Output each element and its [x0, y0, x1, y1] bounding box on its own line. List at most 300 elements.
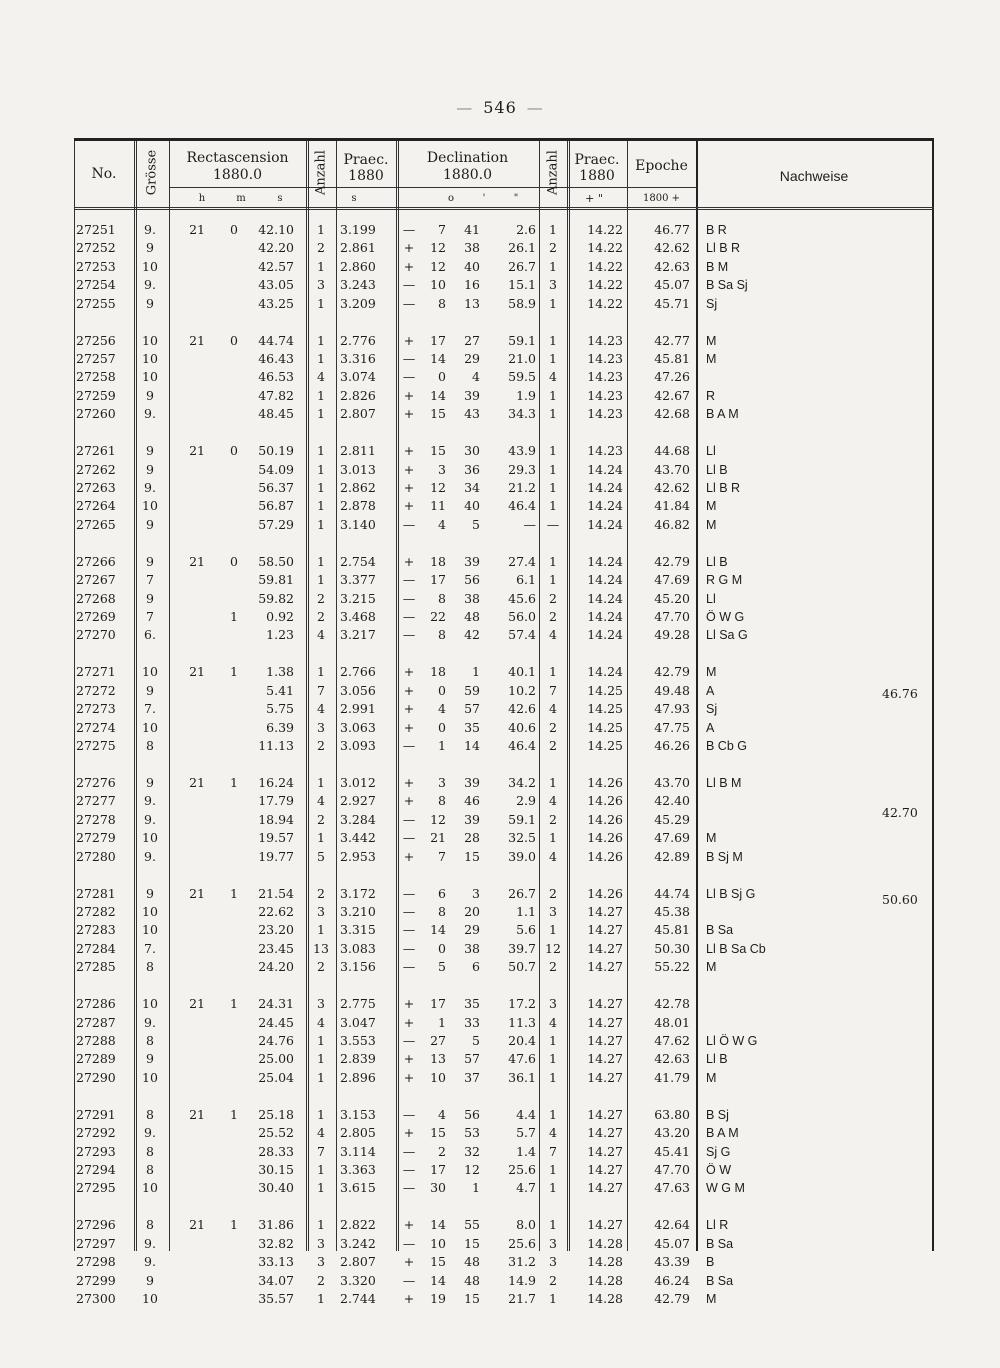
- cell-ra-s: 44.74: [258, 332, 294, 348]
- cell-ra-h: 21: [189, 996, 205, 1012]
- cell-anzahl-2: 4: [549, 627, 557, 643]
- table-row: [74, 1143, 934, 1161]
- cell-no: 27280: [76, 848, 116, 864]
- cell-dec-sign: —: [402, 295, 416, 311]
- cell-dec-sec: 26.1: [508, 240, 536, 256]
- cell-anzahl-2: 1: [549, 664, 557, 680]
- cell-praec-2: 14.24: [587, 553, 623, 569]
- cell-dec-sign: —: [402, 572, 416, 588]
- cell-dec-deg: 15: [430, 1254, 446, 1270]
- cell-groesse: 9: [146, 682, 154, 698]
- cell-dec-sec: 21.7: [508, 1291, 536, 1306]
- cell-no: 27275: [76, 738, 116, 753]
- cell-anzahl: 1: [317, 830, 325, 846]
- cell-groesse: 9.: [144, 811, 156, 827]
- cell-epoche: 42.40: [654, 793, 690, 809]
- cell-no: 27292: [76, 1125, 116, 1141]
- cell-dec-min: 39: [464, 775, 480, 790]
- table-row: [74, 221, 934, 239]
- cell-dec-deg: 17: [430, 332, 446, 348]
- cell-ra-m: 0: [230, 553, 238, 569]
- table-row: [74, 1290, 934, 1308]
- cell-nachweise: B R: [706, 223, 727, 237]
- cell-dec-min: 32: [464, 1143, 480, 1159]
- cell-dec-min: 56: [464, 572, 480, 588]
- cell-epoche: 42.63: [654, 1051, 690, 1067]
- cell-dec-sec: 26.7: [508, 258, 536, 274]
- cell-praec: 3.242: [340, 1235, 376, 1251]
- cell-ra-s: 24.31: [258, 996, 294, 1012]
- table-row: [74, 774, 934, 792]
- cell-ra-m: 1: [230, 885, 238, 901]
- header-dec-epoch: 1880.0: [443, 167, 492, 183]
- table-row: [74, 1069, 934, 1087]
- cell-no: 27256: [76, 332, 116, 348]
- cell-nachweise: Sj G: [706, 1144, 731, 1159]
- cell-dec-min: 42: [464, 627, 480, 643]
- cell-praec: 3.172: [340, 885, 376, 901]
- cell-ra-s: 19.77: [258, 848, 294, 864]
- cell-dec-min: 38: [464, 590, 480, 606]
- table-row: [74, 829, 934, 847]
- cell-nachweise: A: [706, 683, 715, 698]
- cell-dec-sign: —: [402, 351, 416, 366]
- cell-praec-2: 14.26: [587, 793, 623, 809]
- cell-anzahl: 5: [317, 848, 325, 864]
- cell-praec-2: 14.27: [587, 1162, 623, 1177]
- cell-dec-sign: —: [402, 940, 416, 956]
- cell-dec-sec: 4.7: [516, 1180, 536, 1196]
- cell-epoche: 45.41: [654, 1143, 690, 1159]
- cell-anzahl-2: 1: [549, 1069, 557, 1085]
- cell-praec-2: 14.24: [587, 664, 623, 680]
- table-row: [74, 1272, 934, 1290]
- cell-epoche: 43.39: [654, 1254, 690, 1270]
- cell-epoche: 55.22: [654, 959, 690, 975]
- cell-ra-s: 46.53: [258, 369, 294, 385]
- cell-nachweise: Ll B R: [706, 241, 741, 256]
- cell-dec-sign: —: [402, 609, 416, 624]
- cell-praec-2: 14.27: [587, 1125, 623, 1141]
- cell-dec-sec: 26.7: [508, 885, 536, 901]
- cell-dec-deg: 12: [430, 480, 446, 495]
- cell-praec: 3.315: [340, 922, 376, 938]
- cell-groesse: 9.: [144, 1254, 156, 1270]
- table-row: [74, 737, 934, 755]
- cell-dec-deg: 19: [430, 1291, 446, 1306]
- cell-praec: 2.807: [340, 1254, 376, 1270]
- cell-dec-min: 48: [464, 1254, 480, 1270]
- cell-dec-deg: 7: [438, 848, 446, 864]
- cell-nachweise: M: [706, 831, 717, 846]
- cell-anzahl: 3: [317, 719, 325, 735]
- cell-groesse: 9.: [144, 480, 156, 495]
- cell-ra-s: 32.82: [258, 1235, 294, 1251]
- cell-anzahl: 2: [317, 738, 325, 753]
- cell-nachweise: Ll: [706, 591, 716, 606]
- cell-dec-sign: —: [402, 904, 416, 919]
- cell-dec-sign: —: [402, 1235, 416, 1251]
- cell-ra-s: 1.23: [266, 627, 294, 643]
- cell-epoche: 49.28: [654, 627, 690, 643]
- cell-ra-s: 42.57: [258, 258, 294, 274]
- cell-groesse: 10: [142, 1069, 158, 1085]
- margin-note-3: 50.60: [882, 892, 918, 907]
- cell-dec-sign: +: [403, 1014, 415, 1030]
- cell-groesse: 10: [142, 351, 158, 366]
- cell-anzahl-2: 1: [549, 351, 557, 366]
- cell-epoche: 43.70: [654, 775, 690, 790]
- cell-dec-deg: 12: [430, 240, 446, 256]
- cell-praec-2: 14.24: [587, 609, 623, 624]
- cell-nachweise: Sj: [706, 702, 718, 717]
- cell-dec-min: 40: [464, 498, 480, 514]
- cell-anzahl-2: 1: [549, 1033, 557, 1048]
- cell-praec-2: 14.28: [587, 1235, 623, 1251]
- cell-praec-2: 14.25: [587, 701, 623, 717]
- cell-dec-sec: 59.1: [508, 332, 536, 348]
- cell-dec-sign: +: [403, 848, 415, 864]
- cell-dec-deg: 18: [430, 553, 446, 569]
- cell-nachweise: Ö W G: [706, 610, 745, 624]
- cell-no: 27295: [76, 1180, 116, 1196]
- cell-dec-min: 39: [464, 387, 480, 403]
- cell-no: 27257: [76, 351, 116, 366]
- cell-anzahl-2: 2: [549, 885, 557, 901]
- cell-epoche: 47.69: [654, 830, 690, 846]
- header-dec-title: Declination: [426, 150, 509, 166]
- cell-anzahl-2: 1: [549, 443, 557, 459]
- cell-epoche: 42.63: [654, 258, 690, 274]
- cell-nachweise: B: [706, 1255, 715, 1270]
- cell-dec-sign: +: [403, 719, 415, 735]
- cell-praec-2: 14.27: [587, 1143, 623, 1159]
- cell-praec: 3.083: [340, 940, 376, 956]
- table-row: [74, 903, 934, 921]
- cell-no: 27272: [76, 682, 116, 698]
- cell-praec: 3.615: [340, 1180, 376, 1196]
- cell-praec: 3.217: [340, 627, 376, 643]
- header-praec2-title: Praec.: [574, 152, 620, 168]
- cell-dec-sec: 34.3: [508, 406, 536, 422]
- cell-ra-s: 0.92: [266, 609, 294, 624]
- cell-anzahl-2: 1: [549, 553, 557, 569]
- table-row: [74, 1124, 934, 1142]
- cell-ra-s: 1.38: [266, 664, 294, 680]
- cell-no: 27261: [76, 443, 116, 459]
- cell-dec-sign: +: [403, 793, 415, 809]
- cell-nachweise: B M: [706, 259, 729, 274]
- cell-dec-sign: +: [403, 775, 415, 790]
- cell-praec-2: 14.22: [587, 240, 623, 256]
- cell-dec-min: 27: [464, 332, 480, 348]
- cell-praec-2: 14.25: [587, 682, 623, 698]
- cell-praec: 2.776: [340, 332, 376, 348]
- cell-dec-sign: —: [402, 922, 416, 938]
- table-row: [74, 719, 934, 737]
- cell-ra-s: 6.39: [266, 719, 294, 735]
- cell-anzahl-2: 1: [549, 1291, 557, 1306]
- cell-dec-min: 16: [464, 277, 480, 293]
- cell-dec-deg: 10: [430, 1069, 446, 1085]
- cell-dec-min: 37: [464, 1069, 480, 1085]
- cell-anzahl-2: 2: [549, 609, 557, 624]
- cell-epoche: 42.68: [654, 406, 690, 422]
- cell-anzahl: 4: [317, 369, 325, 385]
- cell-nachweise: Ll B: [706, 554, 728, 569]
- cell-groesse: 9: [146, 516, 154, 532]
- cell-dec-deg: 22: [430, 609, 446, 624]
- cell-dec-sign: +: [403, 258, 415, 274]
- cell-dec-deg: 18: [430, 664, 446, 680]
- cell-dec-deg: 3: [438, 775, 446, 790]
- table-row: [74, 811, 934, 829]
- cell-dec-deg: 2: [438, 1143, 446, 1159]
- cell-groesse: 10: [142, 719, 158, 735]
- cell-praec-2: 14.24: [587, 461, 623, 477]
- cell-anzahl: 1: [317, 1051, 325, 1067]
- cell-dec-sign: —: [402, 1180, 416, 1196]
- cell-dec-min: 4: [472, 369, 480, 385]
- cell-anzahl: 1: [317, 553, 325, 569]
- table-row: [74, 258, 934, 276]
- cell-dec-sec: 42.6: [508, 701, 536, 717]
- cell-groesse: 9: [146, 387, 154, 403]
- cell-dec-sign: +: [403, 332, 415, 348]
- cell-praec: 3.468: [340, 609, 376, 624]
- cell-ra-s: 56.87: [258, 498, 294, 514]
- cell-groesse: 7.: [144, 701, 156, 717]
- cell-no: 27284: [76, 940, 116, 956]
- table-row: [74, 405, 934, 423]
- cell-praec: 2.839: [340, 1051, 376, 1067]
- table-row: [74, 368, 934, 386]
- cell-dec-deg: 10: [430, 1235, 446, 1251]
- cell-anzahl-2: 2: [549, 811, 557, 827]
- cell-praec-2: 14.26: [587, 811, 623, 827]
- cell-dec-min: 15: [464, 848, 480, 864]
- cell-epoche: 42.89: [654, 848, 690, 864]
- cell-dec-deg: 12: [430, 811, 446, 827]
- cell-praec-2: 14.22: [587, 222, 623, 237]
- cell-anzahl-2: 4: [549, 1014, 557, 1030]
- cell-no: 27289: [76, 1051, 116, 1067]
- table-row: [74, 682, 934, 700]
- cell-no: 27299: [76, 1272, 116, 1288]
- table-row: [74, 276, 934, 294]
- cell-anzahl-2: 3: [549, 1254, 557, 1270]
- cell-anzahl: 1: [317, 922, 325, 938]
- cell-praec: 2.822: [340, 1217, 376, 1233]
- cell-nachweise: M: [706, 960, 717, 975]
- cell-praec: 3.553: [340, 1033, 376, 1048]
- cell-epoche: 47.26: [654, 369, 690, 385]
- cell-no: 27291: [76, 1106, 116, 1122]
- cell-ra-s: 19.57: [258, 830, 294, 846]
- header-anzahl: Anzahl: [313, 150, 329, 195]
- cell-praec: 3.199: [340, 222, 376, 237]
- header-epoche-unit: 1800 +: [642, 193, 680, 204]
- cell-anzahl-2: 1: [549, 387, 557, 403]
- cell-dec-sec: 5.7: [516, 1125, 536, 1141]
- cell-ra-s: 43.05: [258, 277, 294, 293]
- cell-praec: 3.093: [340, 738, 376, 753]
- cell-ra-h: 21: [189, 664, 205, 680]
- cell-nachweise: B Sj M: [706, 849, 743, 864]
- cell-ra-m: 1: [230, 775, 238, 790]
- cell-anzahl-2: 2: [549, 590, 557, 606]
- cell-praec: 3.074: [340, 369, 376, 385]
- cell-epoche: 46.77: [654, 222, 690, 237]
- cell-dec-min: 46: [464, 793, 480, 809]
- cell-groesse: 10: [142, 369, 158, 385]
- cell-dec-sec: 29.3: [508, 461, 536, 477]
- cell-groesse: 8: [146, 738, 154, 753]
- cell-no: 27279: [76, 830, 116, 846]
- cell-praec: 2.953: [340, 848, 376, 864]
- cell-anzahl: 1: [317, 258, 325, 274]
- cell-groesse: 9: [146, 295, 154, 311]
- cell-praec-2: 14.24: [587, 480, 623, 495]
- cell-anzahl-2: 1: [549, 1162, 557, 1177]
- cell-epoche: 42.78: [654, 996, 690, 1012]
- cell-anzahl: 1: [317, 1217, 325, 1233]
- cell-anzahl-2: 1: [549, 1051, 557, 1067]
- cell-epoche: 49.48: [654, 682, 690, 698]
- cell-praec-2: 14.27: [587, 922, 623, 938]
- cell-anzahl: 2: [317, 609, 325, 624]
- table-row: [74, 1161, 934, 1179]
- cell-praec-2: 14.24: [587, 590, 623, 606]
- cell-epoche: 47.75: [654, 719, 690, 735]
- cell-epoche: 45.81: [654, 922, 690, 938]
- cell-ra-s: 22.62: [258, 904, 294, 919]
- header-praec2-unit: + ": [585, 192, 603, 205]
- cell-dec-min: 34: [464, 480, 480, 495]
- cell-dec-sign: +: [403, 701, 415, 717]
- cell-praec-2: 14.22: [587, 295, 623, 311]
- cell-epoche: 41.84: [654, 498, 690, 514]
- cell-dec-deg: 17: [430, 996, 446, 1012]
- cell-groesse: 9.: [144, 406, 156, 422]
- cell-dec-deg: 13: [430, 1051, 446, 1067]
- cell-nachweise: R: [706, 388, 716, 403]
- cell-ra-m: 0: [230, 443, 238, 459]
- cell-praec-2: 14.23: [587, 406, 623, 422]
- header-ra-unit-s: s: [277, 193, 283, 204]
- cell-ra-h: 21: [189, 885, 205, 901]
- cell-ra-s: 56.37: [258, 480, 294, 495]
- cell-dec-sign: —: [402, 830, 416, 846]
- cell-ra-s: 43.25: [258, 295, 294, 311]
- cell-praec: 3.012: [340, 775, 376, 790]
- cell-dec-min: 40: [464, 258, 480, 274]
- cell-nachweise: M: [706, 1070, 717, 1085]
- header-praec-title: Praec.: [343, 152, 389, 168]
- cell-praec: 2.991: [340, 701, 376, 717]
- cell-anzahl: 4: [317, 627, 325, 643]
- cell-groesse: 9.: [144, 848, 156, 864]
- cell-dec-sec: 56.0: [508, 609, 536, 624]
- cell-dec-sec: 59.1: [508, 811, 536, 827]
- cell-nachweise: Ll B Sa Cb: [706, 941, 766, 956]
- cell-dec-deg: 4: [438, 1106, 446, 1122]
- cell-dec-sec: 8.0: [516, 1217, 536, 1233]
- cell-praec-2: 14.23: [587, 332, 623, 348]
- cell-dec-sign: —: [402, 516, 416, 532]
- table-row: [74, 442, 934, 460]
- cell-anzahl-2: 2: [549, 240, 557, 256]
- cell-epoche: 45.07: [654, 1235, 690, 1251]
- margin-note-2: 42.70: [882, 805, 918, 820]
- cell-groesse: 9: [146, 553, 154, 569]
- cell-ra-s: 25.04: [258, 1069, 294, 1085]
- cell-dec-min: 55: [464, 1217, 480, 1233]
- cell-praec: 3.377: [340, 572, 376, 588]
- cell-anzahl: 3: [317, 1254, 325, 1270]
- cell-ra-h: 21: [189, 553, 205, 569]
- cell-praec-2: 14.27: [587, 940, 623, 956]
- cell-praec: 3.316: [340, 351, 376, 366]
- cell-anzahl: 4: [317, 793, 325, 809]
- cell-anzahl: 1: [317, 1069, 325, 1085]
- cell-dec-min: 12: [464, 1162, 480, 1177]
- cell-ra-s: 35.57: [258, 1291, 294, 1306]
- cell-no: 27282: [76, 904, 116, 919]
- cell-dec-deg: 8: [438, 627, 446, 643]
- cell-ra-m: 1: [230, 1217, 238, 1233]
- cell-no: 27297: [76, 1235, 116, 1251]
- cell-dec-min: 5: [472, 1033, 480, 1048]
- cell-epoche: 44.74: [654, 885, 690, 901]
- cell-no: 27300: [76, 1291, 116, 1306]
- cell-anzahl-2: 3: [549, 1235, 557, 1251]
- cell-ra-h: 21: [189, 1217, 205, 1233]
- cell-anzahl-2: 1: [549, 1180, 557, 1196]
- cell-no: 27258: [76, 369, 116, 385]
- cell-dec-sign: +: [403, 498, 415, 514]
- cell-dec-deg: 14: [430, 387, 446, 403]
- cell-anzahl: 4: [317, 1125, 325, 1141]
- cell-ra-h: 21: [189, 332, 205, 348]
- cell-praec: 2.811: [340, 443, 376, 459]
- cell-groesse: 10: [142, 996, 158, 1012]
- cell-anzahl-2: 2: [549, 738, 557, 753]
- cell-anzahl: 2: [317, 240, 325, 256]
- cell-nachweise: Ll B R: [706, 481, 741, 495]
- cell-nachweise: B Sj: [706, 1107, 729, 1122]
- cell-anzahl-2: 4: [549, 369, 557, 385]
- cell-dec-min: 48: [464, 609, 480, 624]
- cell-dec-min: 48: [464, 1272, 480, 1288]
- cell-anzahl: 2: [317, 959, 325, 975]
- cell-dec-min: 6: [472, 959, 480, 975]
- cell-ra-m: 0: [230, 332, 238, 348]
- cell-dec-min: 15: [464, 1291, 480, 1306]
- cell-anzahl: 1: [317, 222, 325, 237]
- cell-dec-sec: 10.2: [508, 682, 536, 698]
- cell-no: 27262: [76, 461, 116, 477]
- cell-no: 27253: [76, 258, 116, 274]
- cell-dec-min: 13: [464, 295, 480, 311]
- cell-praec-2: 14.27: [587, 1217, 623, 1233]
- cell-anzahl: 1: [317, 461, 325, 477]
- cell-anzahl: 4: [317, 1014, 325, 1030]
- table-row: [74, 608, 934, 626]
- cell-praec: 2.807: [340, 406, 376, 422]
- cell-dec-min: 3: [472, 885, 480, 901]
- cell-praec-2: 14.24: [587, 498, 623, 514]
